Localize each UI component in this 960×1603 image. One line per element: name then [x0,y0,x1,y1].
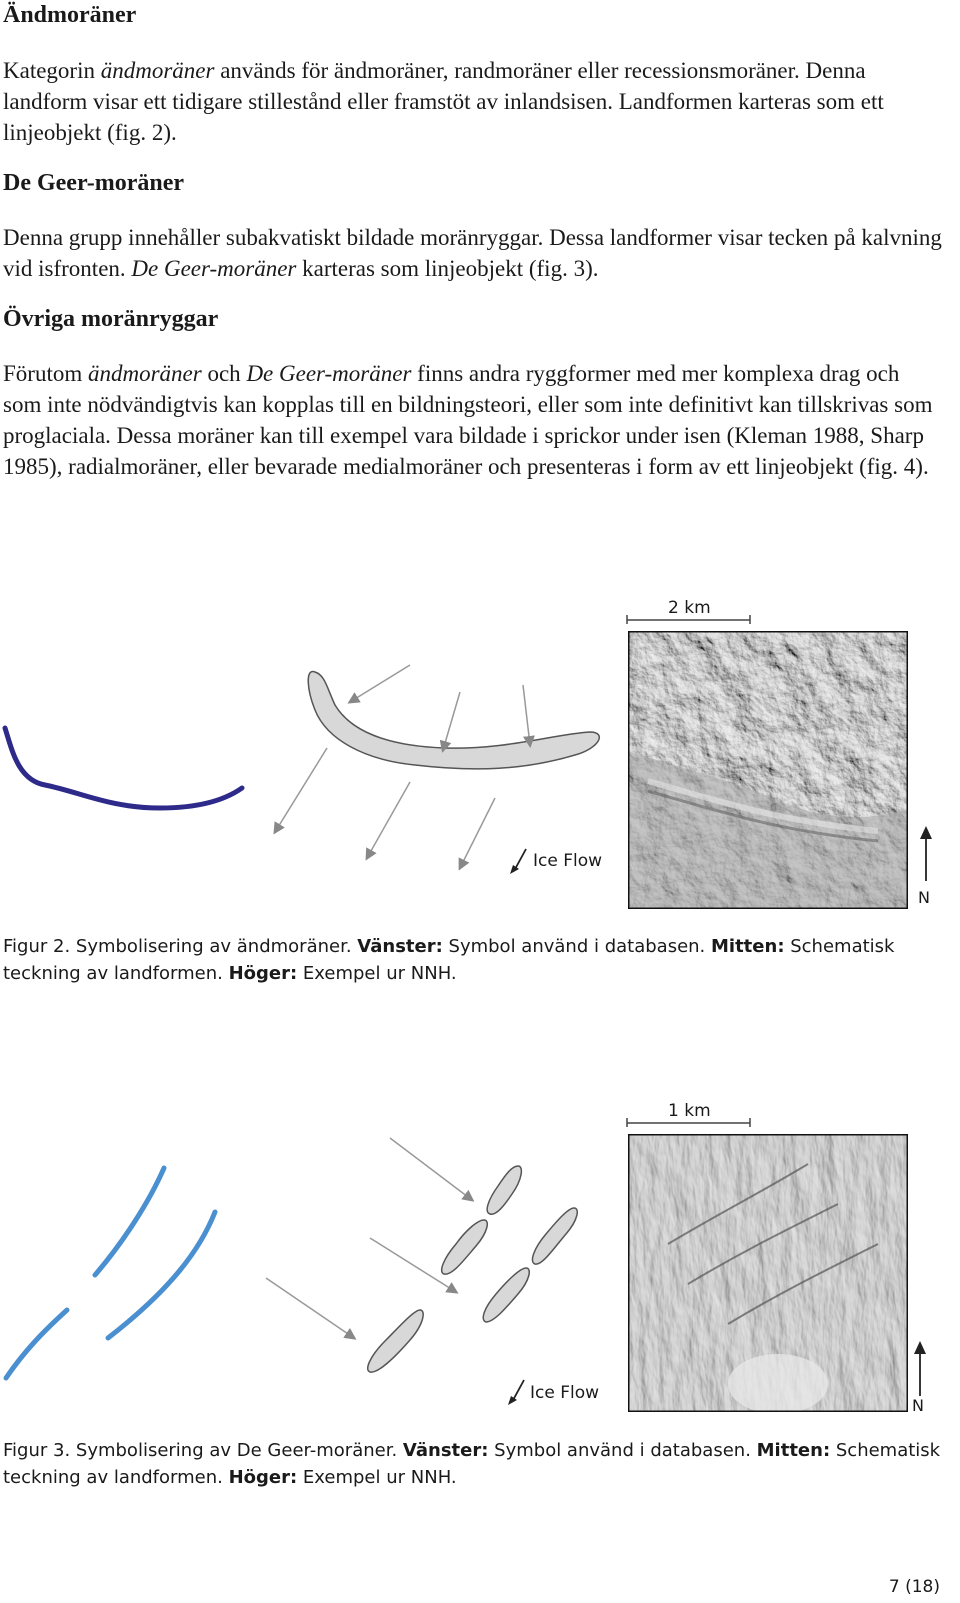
endmoraine-symbol-line [5,728,242,808]
nnh-example-map [628,631,908,909]
degeer-symbol [0,1160,230,1390]
ice-flow-arrow [523,685,530,745]
ice-flow-arrow [350,665,410,702]
paragraph-andmoraner: Kategorin ändmoräner används för ändmoräner, randmoräner eller recessionsmoräner. Denna landform visar ett tidigare stillestånd eller framstöt av inlandsisen. Landformen karteras som ett linjeobjekt (fig. 2). [3,58,884,145]
north-label: N [918,888,930,907]
figure-2 [0,595,960,915]
ice-flow-label: Ice Flow [530,1383,600,1403]
ice-flow-legend-arrow [508,847,532,877]
ice-flow-arrow [460,798,495,868]
ice-flow-arrow [266,1278,354,1338]
north-label: N [912,1396,924,1415]
scale-label: 1 km [668,1101,711,1121]
scale-label: 2 km [668,598,711,618]
paragraph-ovriga: Förutom ändmoräner och De Geer-moräner finns andra ryggformer med mer komplexa drag och som inte nödvändigtvis kan kopplas till en bildningsteori, eller som inte definitivt kan tillskrivas som proglaciala. Dessa moräner kan till exempel vara bildade i sprickor under isen (Kleman 1988, Sharp 1985), radialmoräner, eller bevarade medialmoräner och presenteras i form av ett linjeobjekt (fig. 4). [3,361,933,479]
degeer-symbol-line [95,1168,164,1275]
degeer-ridge [483,1268,529,1322]
degeer-symbol-line [6,1310,67,1378]
degeer-symbol-line [108,1212,215,1338]
endmoraine-symbol [0,720,250,820]
degeer-ridge [487,1166,521,1214]
figure-2-caption: Figur 2. Symbolisering av ändmoräner. Vänster: Symbol använd i databasen. Mitten: Schematisk teckning av landformen. Höger: Exempel ur NNH. [3,936,895,984]
north-arrow-icon [916,825,936,885]
degeer-schematic [230,1128,590,1398]
north-arrow-icon [910,1340,930,1400]
ice-flow-arrow [443,692,460,750]
heading-ovriga: Övriga moränryggar [3,306,219,332]
heading-andmoraner: Ändmoräner [3,2,137,28]
figure-3-caption: Figur 3. Symbolisering av De Geer-moräner. Vänster: Symbol använd i databasen. Mitten: Schematisk teckning av landformen. Höger: Exempel ur NNH. [3,1440,941,1488]
paragraph-degeer: Denna grupp innehåller subakvatiskt bildade moränryggar. Dessa landformer visar tecken på kalvning vid isfronten. De Geer-moräner karteras som linjeobjekt (fig. 3). [3,225,942,281]
figure-3 [0,1098,960,1418]
ice-flow-legend-arrow [506,1378,530,1408]
scale-bar [626,615,756,625]
scale-bar [626,1118,756,1128]
ice-flow-arrow [390,1138,472,1200]
ice-flow-arrow [367,782,410,858]
endmoraine-schematic [255,660,615,875]
ice-flow-arrow [275,748,327,832]
endmoraine-ridge [308,672,599,769]
ice-flow-label: Ice Flow [533,851,603,871]
degeer-ridge [532,1208,577,1264]
page-number: 7 (18) [888,1577,940,1597]
degeer-ridge [368,1310,423,1372]
heading-degeer: De Geer-moräner [3,170,185,196]
nnh-example-map [628,1134,908,1412]
degeer-ridge [442,1220,488,1274]
